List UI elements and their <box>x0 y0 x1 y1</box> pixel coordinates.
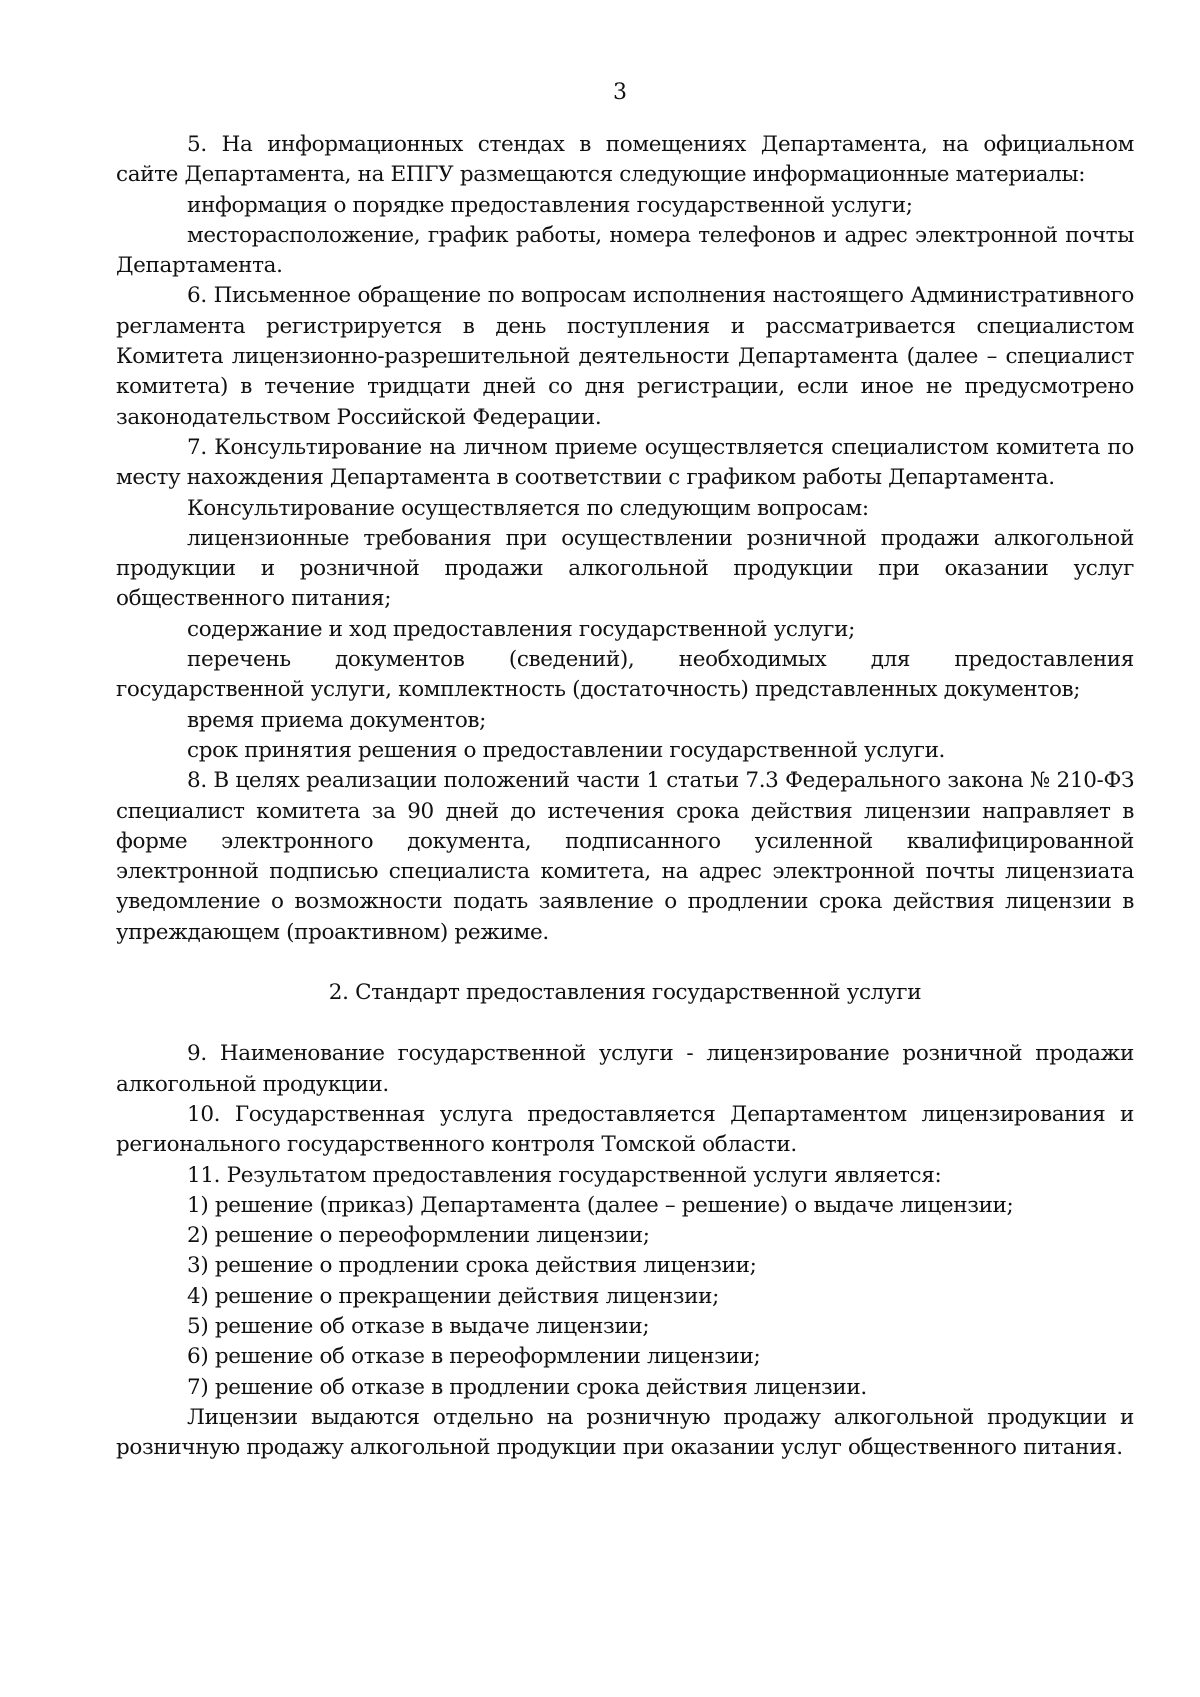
list-item: 4) решение о прекращении действия лицензии; <box>187 1283 719 1309</box>
list-item: 2) решение о переоформлении лицензии; <box>187 1223 650 1249</box>
list-item: 1) решение (приказ) Департамента (далее – решение) о выдаче лицензии; <box>187 1192 1014 1218</box>
paragraph: срок принятия решения о предоставлении государственной услуги. <box>187 737 946 763</box>
paragraph: 10. Государственная услуга предоставляется Департаментом лицензирования и регионального государственного контроля Томской области. <box>116 1101 1134 1158</box>
paragraph: перечень документов (сведений), необходимых для предоставления государственной услуги, комплектность (достаточность) представленных документов; <box>116 647 1134 703</box>
paragraph: 6. Письменное обращение по вопросам исполнения настоящего Административного регламента регистрируется в день поступления и рассматривается специалистом Комитета лицензионно-разрешительной деятельности Департамента (далее – специалист комитета) в течение тридцати дней со дня регистрации, если иное не предусмотрено законодательством Российской Федерации. <box>116 283 1134 430</box>
section-heading: 2. Стандарт предоставления государственной услуги <box>328 980 922 1006</box>
paragraph: лицензионные требования при осуществлении розничной продажи алкогольной продукции и розничной продажи алкогольной продукции при оказании услуг общественного питания; <box>116 525 1134 612</box>
paragraph: 11. Результатом предоставления государственной услуги является: <box>187 1162 942 1188</box>
list-item: 6) решение об отказе в переоформлении лицензии; <box>187 1344 761 1370</box>
list-item: 3) решение о продлении срока действия лицензии; <box>187 1253 757 1279</box>
paragraph: 9. Наименование государственной услуги - лицензирование розничной продажи алкогольной продукции. <box>116 1041 1134 1097</box>
paragraph: время приема документов; <box>187 707 487 733</box>
page-number: 3 <box>613 80 627 105</box>
paragraph: Лицензии выдаются отдельно на розничную продажу алкогольной продукции и розничную продажу алкогольной продукции при оказании услуг общественного питания. <box>116 1404 1134 1461</box>
paragraph: месторасположение, график работы, номера телефонов и адрес электронной почты Департамента. <box>116 222 1134 279</box>
paragraph: 5. На информационных стендах в помещениях Департамента, на официальном сайте Департамента, на ЕПГУ размещаются следующие информационные материалы: <box>116 132 1134 188</box>
paragraph: содержание и ход предоставления государственной услуги; <box>187 616 855 642</box>
paragraph: информация о порядке предоставления государственной услуги; <box>187 192 913 218</box>
list-item: 7) решение об отказе в продлении срока действия лицензии. <box>187 1374 867 1400</box>
paragraph: 7. Консультирование на личном приеме осуществляется специалистом комитета по месту нахождения Департамента в соответствии с графиком работы Департамента. <box>116 434 1134 491</box>
paragraph: 8. В целях реализации положений части 1 статьи 7.3 Федерального закона № 210-ФЗ специалист комитета за 90 дней до истечения срока действия лицензии направляет в форме электронного документа, подписанного усиленной квалифицированной электронной подписью специалиста комитета, на адрес электронной почты лицензиата уведомление о возможности подать заявление о продлении срока действия лицензии в упреждающем (проактивном) режиме. <box>116 768 1134 945</box>
list-item: 5) решение об отказе в выдаче лицензии; <box>187 1313 650 1339</box>
document-body <box>116 130 1134 1463</box>
paragraph: Консультирование осуществляется по следующим вопросам: <box>187 495 869 521</box>
